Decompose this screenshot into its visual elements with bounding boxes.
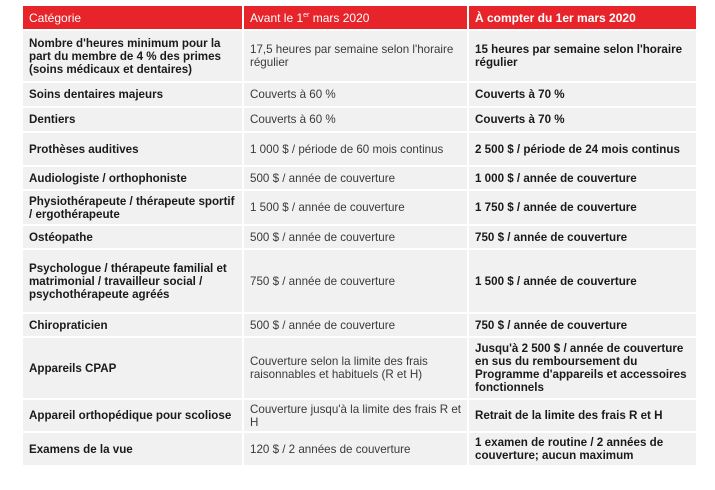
header-before-suffix: mars 2020 bbox=[309, 10, 370, 25]
coverage-comparison-table bbox=[23, 6, 696, 465]
header-before bbox=[244, 6, 469, 29]
table-row bbox=[23, 131, 696, 165]
header-row bbox=[23, 6, 696, 29]
row-after: Couverts à 70 % bbox=[469, 81, 696, 106]
row-after: Couverts à 70 % bbox=[469, 106, 696, 131]
row-after: 1 examen de routine / 2 années de couverture; aucun maximum bbox=[469, 431, 696, 465]
header-before-prefix: Avant le 1 bbox=[250, 10, 304, 25]
row-after: 2 500 $ / période de 24 mois continus bbox=[469, 131, 696, 165]
row-before: 17,5 heures par semaine selon l'horaire régulier bbox=[244, 29, 469, 81]
row-before: 500 $ / année de couverture bbox=[244, 224, 469, 248]
row-category: Nombre d'heures minimum pour la part du membre de 4 % des primes (soins médicaux et dentaires) bbox=[23, 29, 244, 81]
table-row bbox=[23, 248, 696, 312]
table-header bbox=[23, 6, 696, 29]
row-category: Physiothérapeute / thérapeute sportif / ergothérapeute bbox=[23, 189, 244, 224]
row-before: Couverture selon la limite des frais raisonnables et habituels (R et H) bbox=[244, 336, 469, 398]
row-category: Dentiers bbox=[23, 106, 244, 131]
table-row bbox=[23, 106, 696, 131]
row-after: Retrait de la limite des frais R et H bbox=[469, 398, 696, 431]
row-before: 500 $ / année de couverture bbox=[244, 165, 469, 189]
row-category: Examens de la vue bbox=[23, 431, 244, 465]
header-category: Catégorie bbox=[23, 6, 244, 29]
row-category: Chiropraticien bbox=[23, 312, 244, 336]
row-before: 750 $ / année de couverture bbox=[244, 248, 469, 312]
table-row bbox=[23, 189, 696, 224]
row-category: Prothèses auditives bbox=[23, 131, 244, 165]
header-after: À compter du 1er mars 2020 bbox=[469, 6, 696, 29]
row-category: Psychologue / thérapeute familial et matrimonial / travailleur social / psychothérapeute agréés bbox=[23, 248, 244, 312]
row-category: Appareil orthopédique pour scoliose bbox=[23, 398, 244, 431]
row-before: 500 $ / année de couverture bbox=[244, 312, 469, 336]
table-row bbox=[23, 81, 696, 106]
row-after: 750 $ / année de couverture bbox=[469, 224, 696, 248]
row-after: 750 $ / année de couverture bbox=[469, 312, 696, 336]
table-row bbox=[23, 224, 696, 248]
row-after: Jusqu'à 2 500 $ / année de couverture en sus du remboursement du Programme d'appareils et accessoires fonctionnels bbox=[469, 336, 696, 398]
row-category: Audiologiste / orthophoniste bbox=[23, 165, 244, 189]
header-before-sup: er bbox=[303, 11, 310, 19]
row-before: 1 000 $ / période de 60 mois continus bbox=[244, 131, 469, 165]
row-before: 120 $ / 2 années de couverture bbox=[244, 431, 469, 465]
table-row bbox=[23, 165, 696, 189]
row-before: 1 500 $ / année de couverture bbox=[244, 189, 469, 224]
table-row bbox=[23, 29, 696, 81]
row-category: Appareils CPAP bbox=[23, 336, 244, 398]
row-before: Couverture jusqu'à la limite des frais R et H bbox=[244, 398, 469, 431]
table-row bbox=[23, 431, 696, 465]
row-after: 1 500 $ / année de couverture bbox=[469, 248, 696, 312]
table-row bbox=[23, 312, 696, 336]
table-row bbox=[23, 398, 696, 431]
row-category: Ostéopathe bbox=[23, 224, 244, 248]
row-category: Soins dentaires majeurs bbox=[23, 81, 244, 106]
table-row bbox=[23, 336, 696, 398]
table-body bbox=[23, 29, 696, 465]
row-after: 1 750 $ / année de couverture bbox=[469, 189, 696, 224]
row-after: 15 heures par semaine selon l'horaire régulier bbox=[469, 29, 696, 81]
row-after: 1 000 $ / année de couverture bbox=[469, 165, 696, 189]
row-before: Couverts à 60 % bbox=[244, 106, 469, 131]
row-before: Couverts à 60 % bbox=[244, 81, 469, 106]
